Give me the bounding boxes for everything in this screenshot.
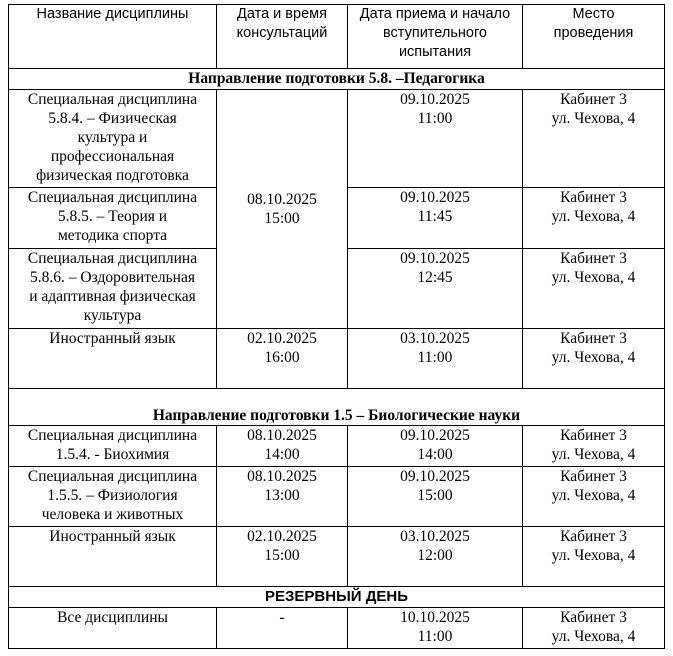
consult-cell: 08.10.2025 14:00: [217, 426, 348, 467]
section-row: [9, 587, 665, 608]
place-cell: Кабинет 3 ул. Чехова, 4: [523, 188, 665, 249]
exam-cell: 09.10.2025 15:00: [348, 467, 523, 527]
section-row: [9, 69, 665, 90]
consult-cell: 08.10.2025 13:00: [217, 467, 348, 527]
section-row: [9, 389, 665, 426]
table-row: [9, 426, 665, 467]
place-cell: Кабинет 3 ул. Чехова, 4: [523, 467, 665, 527]
place-cell: Кабинет 3 ул. Чехова, 4: [523, 90, 665, 188]
table-row: [9, 608, 665, 649]
exam-cell: 09.10.2025 11:00: [348, 90, 523, 188]
section-title-pedagogy: Направление подготовки 5.8. –Педагогика: [9, 69, 665, 90]
discipline-cell: Специальная дисциплина 5.8.5. – Теория и методика спорта: [9, 188, 217, 249]
schedule-table: [8, 4, 665, 649]
exam-cell: 03.10.2025 11:00: [348, 329, 523, 389]
discipline-cell: Специальная дисциплина 5.8.4. – Физическая культура и профессиональная физическая подготовка: [9, 90, 217, 188]
discipline-cell: Иностранный язык: [9, 527, 217, 587]
col-header-discipline: Название дисциплины: [9, 5, 217, 69]
consult-cell-merged: 08.10.2025 15:00: [217, 90, 348, 329]
section-title-biology: Направление подготовки 1.5 – Биологические науки: [9, 389, 665, 426]
place-cell: Кабинет 3 ул. Чехова, 4: [523, 426, 665, 467]
consult-cell: 02.10.2025 16:00: [217, 329, 348, 389]
discipline-cell: Специальная дисциплина 5.8.6. – Оздоровительная и адаптивная физическая культура: [9, 249, 217, 329]
place-cell: Кабинет 3 ул. Чехова, 4: [523, 527, 665, 587]
exam-cell: 03.10.2025 12:00: [348, 527, 523, 587]
col-header-consult: Дата и время консультаций: [217, 5, 348, 69]
col-header-place: Место проведения: [523, 5, 665, 69]
consult-cell: -: [217, 608, 348, 649]
exam-cell: 09.10.2025 11:45: [348, 188, 523, 249]
consult-cell: 02.10.2025 15:00: [217, 527, 348, 587]
exam-cell: 09.10.2025 14:00: [348, 426, 523, 467]
table-row: [9, 90, 665, 188]
table-row: [9, 527, 665, 587]
exam-cell: 10.10.2025 11:00: [348, 608, 523, 649]
place-cell: Кабинет 3 ул. Чехова, 4: [523, 329, 665, 389]
col-header-exam: Дата приема и начало вступительного испытания: [348, 5, 523, 69]
discipline-cell: Все дисциплины: [9, 608, 217, 649]
discipline-cell: Специальная дисциплина 1.5.5. – Физиология человека и животных: [9, 467, 217, 527]
place-cell: Кабинет 3 ул. Чехова, 4: [523, 249, 665, 329]
place-cell: Кабинет 3 ул. Чехова, 4: [523, 608, 665, 649]
reserve-day-title: РЕЗЕРВНЫЙ ДЕНЬ: [9, 587, 665, 608]
exam-cell: 09.10.2025 12:45: [348, 249, 523, 329]
table-row: [9, 329, 665, 389]
table-row: [9, 467, 665, 527]
discipline-cell: Специальная дисциплина 1.5.4. - Биохимия: [9, 426, 217, 467]
header-row: [9, 5, 665, 69]
discipline-cell: Иностранный язык: [9, 329, 217, 389]
